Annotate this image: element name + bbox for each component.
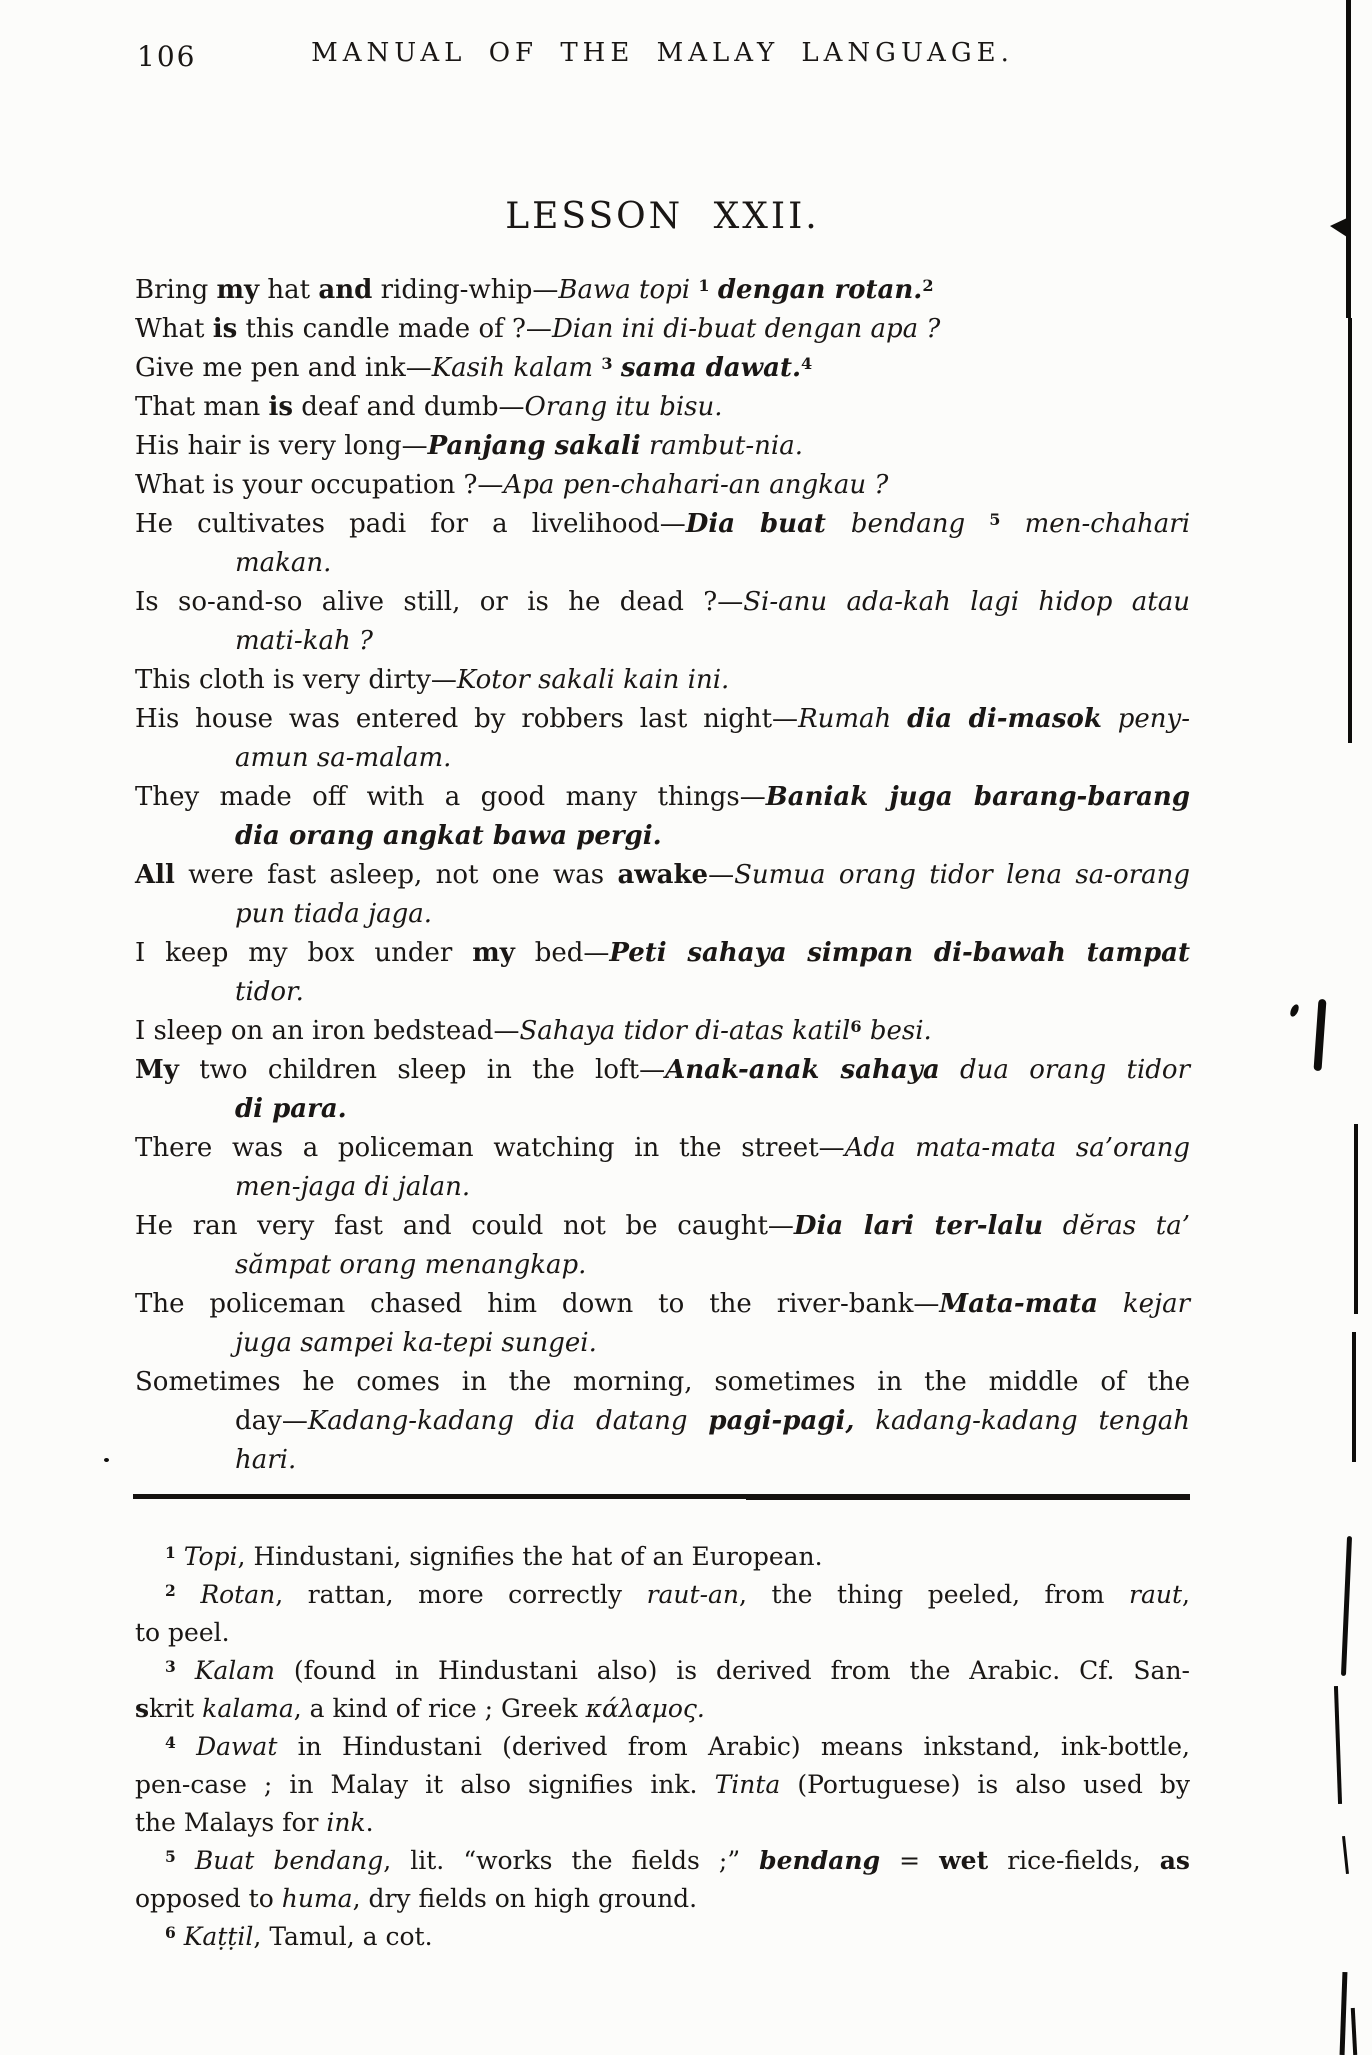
text-run: Anak-anak sahaya [665,1055,940,1085]
text-run: 5 [165,1847,176,1867]
footnote-line [135,1690,1190,1728]
text-run: Rumah [798,704,908,734]
text-run: my [472,938,515,968]
text-run [176,1580,201,1609]
text-run: wet [939,1846,989,1875]
scan-artifact [1348,318,1352,743]
text-run: They made off with a good many things— [135,782,766,812]
text-run: deaf and dumb— [292,392,525,422]
text-run: Dian ini di-buat dengan apa ? [551,314,941,344]
text-run [176,1542,184,1571]
text-run: My [135,1055,179,1085]
text-run: kejar [1097,1289,1190,1319]
text-run: 2 [165,1581,176,1601]
text-run: Bring [135,275,217,305]
text-run: There was a policeman watching in the street— [135,1133,845,1163]
text-run [1001,509,1025,539]
text-run: bendang [850,509,966,539]
text-run: 6 [850,1016,862,1036]
text-run: two children sleep in the loft— [178,1055,666,1085]
text-run: Is so-and-so alive still, or is he dead ?— [135,587,744,617]
text-run: Tinta [714,1770,781,1799]
text-run: I sleep on an iron bedstead— [135,1016,520,1046]
text-run: dia orang angkat bawa pergi. [235,821,662,851]
sentence-line [235,544,1190,583]
text-run: (Portuguese) is also used by [780,1770,1190,1799]
text-run: riding-whip— [372,275,559,305]
text-run: Kasih kalam [431,353,594,383]
sentence-line [135,1129,1190,1168]
sentence-line [235,1246,1190,1285]
text-run: Bawa topi [558,275,691,305]
footnote-line [135,1652,1190,1690]
sentence-line [135,466,1190,505]
text-run: Kadang-kadang dia datang [307,1406,709,1436]
sentence-line [235,1402,1190,1441]
text-run: bed— [514,938,610,968]
text-run: raut [1129,1580,1183,1609]
text-run: Give me pen and ink— [135,353,432,383]
text-run: 4 [165,1733,176,1753]
text-run: 1 [165,1543,176,1563]
sentence-line [135,1207,1190,1246]
sentence-line [235,895,1190,934]
text-run: Sumua orang tidor lena sa-orang [734,860,1191,890]
text-run: , Hindustani, signifies the hat of an European. [237,1542,823,1571]
text-run: pagi-pagi, [708,1406,855,1436]
lesson-sentences [135,271,1190,1480]
sentence-line [135,856,1190,895]
sentence-line [135,427,1190,466]
text-run: is [268,392,293,422]
text-run [965,509,989,539]
text-run: bendang [759,1846,881,1875]
text-run [710,275,718,305]
scan-artifact [1354,1124,1358,1314]
text-run: Kotor sakali kain ini. [456,665,730,695]
text-run: Kaṭṭil [183,1922,254,1951]
running-head [135,38,1190,80]
text-run: krit [149,1694,203,1723]
text-run: (found in Hindustani also) is derived from the Arabic. Cf. San- [274,1656,1190,1685]
text-run: huma [281,1884,353,1913]
text-run [176,1732,196,1761]
sentence-line [235,1090,1190,1129]
scan-artifact [1313,999,1326,1071]
sentence-line [135,1051,1190,1090]
text-run: I keep my box under [135,938,473,968]
sentence-line [135,583,1190,622]
text-run [862,1016,870,1046]
text-run: His house was entered by robbers last night— [135,704,799,734]
sentence-line [135,310,1190,349]
text-run: Rotan [200,1580,276,1609]
text-run: juga sampei ka-tepi sungei. [235,1328,597,1358]
text-run: κάλαμος. [585,1694,705,1723]
text-run: to peel. [135,1618,230,1647]
sentence-line [235,1441,1190,1480]
text-run: dua orang tidor [939,1055,1191,1085]
text-run: , dry fields on high ground. [352,1884,698,1913]
text-run: s [135,1694,150,1723]
text-run: What is your occupation ?— [135,470,504,500]
sentence-line [135,349,1190,388]
text-run: men-chahari [1024,509,1191,539]
text-run: Panjang sakali [427,431,641,461]
scan-artifact [1351,2008,1357,2055]
text-run: sama dawat. [620,353,802,383]
text-run: tidor. [235,977,304,1007]
text-run: 3 [601,353,613,373]
text-run: 3 [165,1657,176,1677]
sentence-line [135,1012,1190,1051]
text-run: 2 [922,275,934,295]
text-run: Baniak juga barang-barang [765,782,1191,812]
text-run: , [1182,1580,1190,1609]
text-run: His hair is very long— [135,431,428,461]
text-run: , rattan, more correctly [275,1580,647,1609]
text-run: , lit. “works the fields ;” [383,1846,760,1875]
text-run: besi. [869,1016,932,1046]
sentence-line [135,1363,1190,1402]
sentence-line [135,778,1190,817]
lesson-heading: LESSON XXII. [505,196,820,237]
text-run: He cultivates padi for a livelihood— [135,509,686,539]
text-run: Peti sahaya simpan di-bawah tampat [609,938,1190,968]
sentence-line [235,1168,1190,1207]
text-run: day— [235,1406,308,1436]
footnote-line [135,1538,1190,1576]
text-run: The policeman chased him down to the river-bank— [135,1289,940,1319]
footnote-line [135,1614,1190,1652]
footnote-line [135,1842,1190,1880]
text-run: hat [259,275,319,305]
text-run: Sometimes he comes in the morning, sometimes in the middle of the [135,1367,1190,1397]
text-run: men-jaga di jalan. [235,1172,471,1202]
text-run: rice-fields, [988,1846,1160,1875]
footnote-line [135,1804,1190,1842]
sentence-line [235,739,1190,778]
text-run: Kalam [194,1656,275,1685]
scan-artifact [1341,1536,1352,1676]
text-run: dĕras ta’ [1043,1211,1190,1241]
text-run: Orang itu bisu. [524,392,723,422]
text-run: He ran very fast and could not be caught— [135,1211,794,1241]
scan-artifact [104,1458,109,1462]
text-run: 5 [989,509,1001,529]
text-run [176,1656,195,1685]
text-run: 4 [801,353,813,373]
scan-artifact [1289,1003,1301,1018]
text-run: is [212,314,238,344]
sentence-line [235,817,1190,856]
text-run: Buat bendang [194,1846,384,1875]
footnote-line [135,1766,1190,1804]
scan-artifact [1342,1836,1349,1874]
text-run: pen-case ; in Malay it also signifies ink. [135,1770,715,1799]
scan-artifact [1340,1972,1348,2055]
text-run: hari. [235,1445,297,1475]
scan-artifact [1334,1686,1342,1804]
text-run: amun sa-malam. [235,743,452,773]
text-run: this candle made of ?— [237,314,552,344]
footnote-line [135,1918,1190,1956]
text-run: makan. [235,548,332,578]
text-run: — [708,860,735,890]
text-run: kalama [202,1694,294,1723]
text-run: Dia buat [685,509,851,539]
text-run: 6 [165,1923,176,1943]
text-run: , the thing peeled, from [739,1580,1130,1609]
text-run: Dia lari ter-lalu [793,1211,1044,1241]
text-run: dengan rotan. [717,275,923,305]
text-run: Mata-mata [939,1289,1098,1319]
text-run [613,353,621,383]
sentence-line [135,271,1190,310]
text-run: sămpat orang menangkap. [235,1250,587,1280]
text-run: This cloth is very dirty— [135,665,457,695]
text-run: Si-anu ada-kah lagi hidop atau [743,587,1190,617]
sentence-line [135,388,1190,427]
sentence-line [135,1285,1190,1324]
page-number: 106 [137,40,197,73]
scan-artifact [1346,0,1351,318]
scan-artifact [1352,1332,1356,1462]
footnote-line [135,1576,1190,1614]
text-run [176,1922,184,1951]
text-run: kadang-kadang tengah [854,1406,1190,1436]
sentence-line [135,934,1190,973]
footnote-line [135,1880,1190,1918]
sentence-line [135,505,1190,544]
text-run: What [135,314,213,344]
text-run: as [1159,1846,1190,1875]
text-run: were fast asleep, not one was [174,860,618,890]
text-run: the Malays for [135,1808,327,1837]
text-run: and [318,275,373,305]
footnote-line [135,1728,1190,1766]
text-run: awake [617,860,709,890]
text-run: raut-an [646,1580,740,1609]
text-run: 1 [698,275,710,295]
text-run: , Tamul, a cot. [253,1922,433,1951]
text-run: Topi [183,1542,238,1571]
text-run: Ada mata-mata sa’orang [844,1133,1190,1163]
text-run: Sahaya tidor di-atas katil [519,1016,851,1046]
text-run: dia di-masok [907,704,1102,734]
text-run: = [880,1846,940,1875]
sentence-line [135,700,1190,739]
sentence-line [235,973,1190,1012]
text-run: mati-kah ? [235,626,373,656]
text-run: opposed to [135,1884,282,1913]
footnote-divider [133,1494,1190,1499]
sentence-line [235,1324,1190,1363]
text-run: Dawat [196,1732,278,1761]
text-run [176,1846,195,1875]
text-run: That man [135,392,269,422]
text-run: di para. [235,1094,347,1124]
text-run: pun tiada jaga. [235,899,433,929]
header-title: MANUAL OF THE MALAY LANGUAGE. [311,38,1014,68]
sentence-line [135,661,1190,700]
text-run: peny- [1101,704,1190,734]
text-run: ink [326,1808,366,1837]
text-run: All [135,860,175,890]
scan-artifact [1330,218,1347,237]
footnotes [135,1538,1190,1956]
sentence-line [235,622,1190,661]
text-run: , a kind of rice ; Greek [293,1694,586,1723]
text-run: Apa pen-chahari-an angkau ? [503,470,889,500]
text-run: rambut-nia. [640,431,803,461]
text-run: . [365,1808,374,1837]
text-run: my [216,275,260,305]
text-run: in Hindustani (derived from Arabic) means inkstand, ink-bottle, [277,1732,1190,1761]
